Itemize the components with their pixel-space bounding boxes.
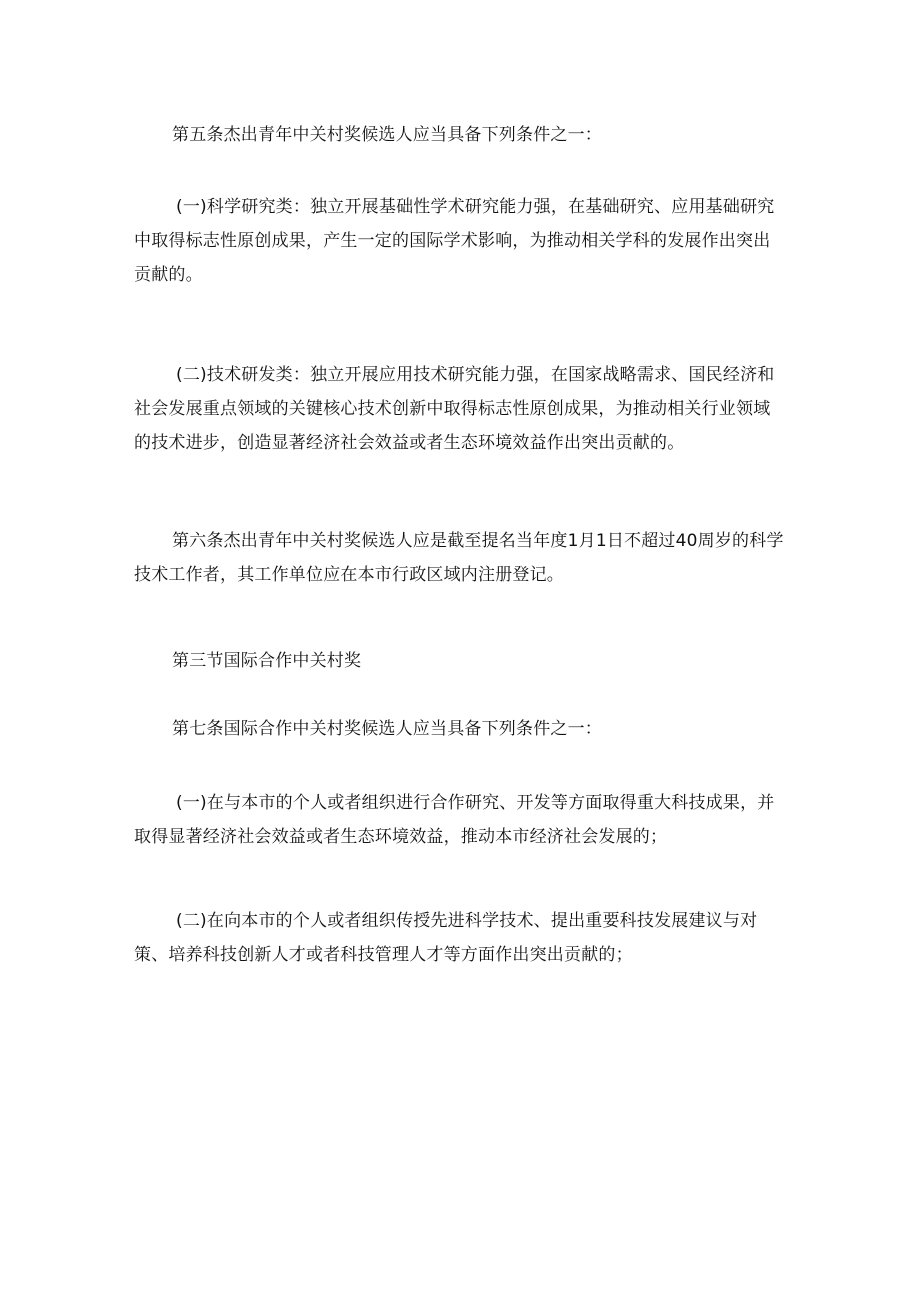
section-3-heading: 第三节国际合作中关村奖 [172, 651, 362, 671]
article-7-item-2-paragraph: (二)在向本市的个人或者组织传授先进科学技术、提出重要科技发展建议与对策、培养科技创新人才或者科技管理人才等方面作出突出贡献的； [134, 911, 758, 965]
article-5-item-1-paragraph: (一)科学研究类：独立开展基础性学术研究能力强，在基础研究、应用基础研究中取得标志性原创成果，产生一定的国际学术影响，为推动相关学科的发展作出突出贡献的。 [134, 197, 775, 285]
article-7-paragraph: 第七条国际合作中关村奖候选人应当具备下列条件之一： [172, 719, 602, 739]
article-7-item-1-paragraph: (一)在与本市的个人或者组织进行合作研究、开发等方面取得重大科技成果，并取得显著经济社会效益或者生态环境效益，推动本市经济社会发展的； [134, 793, 775, 847]
article-5-item-2-paragraph: (二)技术研发类：独立开展应用技术研究能力强，在国家战略需求、国民经济和社会发展重点领域的关键核心技术创新中取得标志性原创成果，为推动相关行业领域的技术进步，创造显著经济社会效益或者生态环境效益作出突出贡献的。 [134, 365, 775, 453]
article-6-paragraph: 第六条杰出青年中关村奖候选人应是截至提名当年度1月1日不超过40周岁的科学技术工作者，其工作单位应在本市行政区域内注册登记。 [134, 531, 784, 585]
article-5-paragraph: 第五条杰出青年中关村奖候选人应当具备下列条件之一： [172, 125, 602, 145]
